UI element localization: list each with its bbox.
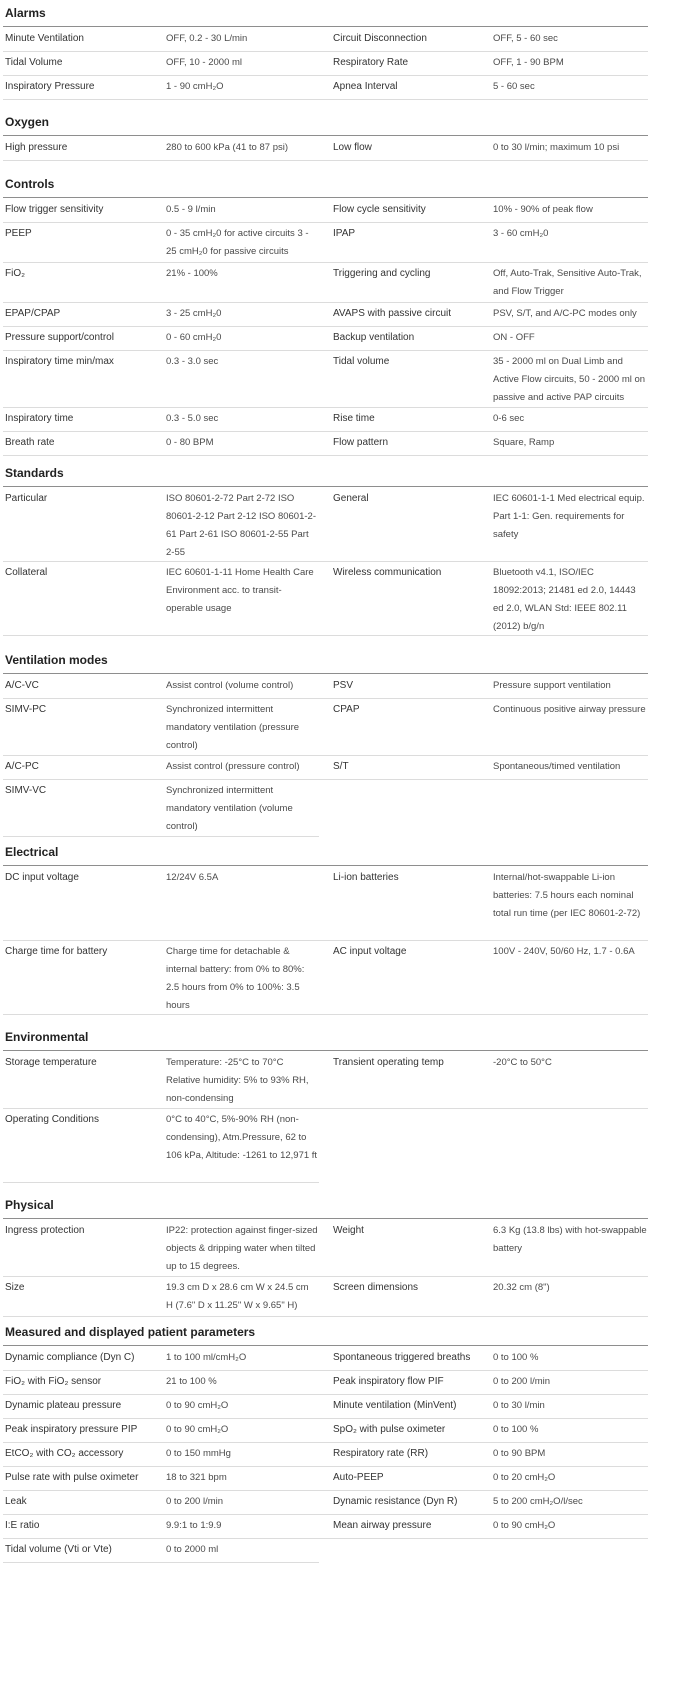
spec-label: Particular [5, 493, 48, 504]
spec-value: 1 to 100 ml/cmH₂O [166, 1352, 247, 1363]
spec-value: 12/24V 6.5A [166, 872, 219, 883]
spec-value: Synchronized intermittent mandatory ventilation (pressure control) [166, 704, 300, 751]
row-divider [3, 431, 648, 432]
spec-value: Charge time for detachable & internal battery: from 0% to 80%: 2.5 hours from 0% to 100%: 3.5 hours [166, 946, 305, 1011]
spec-value: 0 to 100 % [493, 1424, 539, 1435]
spec-label: Transient operating temp [333, 1057, 444, 1068]
spec-row [3, 329, 648, 351]
spec-value: 0.5 - 9 l/min [166, 204, 216, 215]
spec-label: Apnea Interval [333, 81, 398, 92]
spec-value: -20°C to 50°C [493, 1057, 552, 1068]
spec-row [3, 869, 648, 941]
row-divider [3, 940, 648, 941]
spec-label: High pressure [5, 142, 68, 153]
spec-label: Inspiratory time min/max [5, 356, 114, 367]
spec-value: IEC 60601-1-1 Med electrical equip. Part 1-1: Gen. requirements for safety [493, 493, 645, 540]
spec-label: FiO₂ with FiO₂ sensor [5, 1376, 102, 1387]
spec-label: Dynamic resistance (Dyn R) [333, 1496, 458, 1507]
spec-label: Leak [5, 1496, 27, 1507]
spec-row [3, 353, 648, 408]
spec-row [3, 1493, 648, 1515]
spec-label: Spontaneous triggered breaths [333, 1352, 471, 1363]
spec-value: IEC 60601-1-11 Home Health Care Environment acc. to transit-operable usage [166, 567, 314, 614]
spec-value: 9.9:1 to 1:9.9 [166, 1520, 222, 1531]
spec-value: Continuous positive airway pressure [493, 704, 646, 715]
spec-value: 0 to 90 BPM [493, 1448, 546, 1459]
spec-value: 0 to 30 l/min [493, 1400, 545, 1411]
spec-value: OFF, 5 - 60 sec [493, 33, 558, 44]
section-title: Electrical [5, 845, 59, 859]
spec-row [3, 1349, 648, 1371]
spec-label: Storage temperature [5, 1057, 97, 1068]
spec-value: 0 - 35 cmH₂0 for active circuits 3 - 25 cmH₂0 for passive circuits [166, 228, 309, 257]
row-divider [3, 160, 648, 161]
spec-label: Wireless communication [333, 567, 442, 578]
row-divider [3, 302, 648, 303]
spec-value: 0 to 20 cmH₂O [493, 1472, 556, 1483]
spec-row [3, 490, 648, 562]
spec-label: EPAP/CPAP [5, 308, 61, 319]
spec-value: 10% - 90% of peak flow [493, 204, 593, 215]
spec-label: Respiratory Rate [333, 57, 409, 68]
row-divider [3, 1562, 319, 1563]
spec-row [3, 305, 648, 327]
section-divider [3, 865, 648, 866]
section-divider [3, 486, 648, 487]
row-divider [3, 455, 648, 456]
spec-value: 1 - 90 cmH₂O [166, 81, 224, 92]
spec-row [3, 1279, 648, 1317]
spec-label: Dynamic plateau pressure [5, 1400, 122, 1411]
spec-value: 5 - 60 sec [493, 81, 535, 92]
row-divider [3, 1442, 648, 1443]
spec-value: Synchronized intermittent mandatory ventilation (volume control) [166, 785, 293, 832]
spec-value: 5 to 200 cmH₂O/l/sec [493, 1496, 583, 1507]
spec-label: PSV [333, 680, 354, 691]
spec-label: DC input voltage [5, 872, 79, 883]
row-divider [3, 1014, 648, 1015]
spec-value: 0 to 150 mmHg [166, 1448, 231, 1459]
spec-label: Screen dimensions [333, 1282, 419, 1293]
spec-value: 100V - 240V, 50/60 Hz, 1.7 - 0.6A [493, 946, 635, 957]
spec-row [3, 1541, 648, 1563]
section-divider [3, 26, 648, 27]
row-divider [3, 779, 648, 780]
section-title: Controls [5, 177, 55, 191]
spec-label: Minute ventilation (MinVent) [333, 1400, 457, 1411]
section-divider [3, 135, 648, 136]
spec-row [3, 1373, 648, 1395]
spec-label: Rise time [333, 413, 375, 424]
spec-label: General [333, 493, 369, 504]
spec-label: A/C-PC [5, 761, 39, 772]
row-divider [3, 222, 648, 223]
spec-value: 0 to 90 cmH₂O [166, 1400, 229, 1411]
spec-label: Ingress protection [5, 1225, 85, 1236]
spec-label: Flow trigger sensitivity [5, 204, 104, 215]
spec-label: IPAP [333, 228, 356, 239]
spec-row [3, 943, 648, 1015]
spec-label: Li-ion batteries [333, 872, 399, 883]
section-title: Standards [5, 466, 64, 480]
spec-value: 0 to 100 % [493, 1352, 539, 1363]
spec-row [3, 434, 648, 456]
spec-label: SIMV-PC [5, 704, 47, 715]
section-title: Alarms [5, 6, 46, 20]
spec-label: AC input voltage [333, 946, 407, 957]
section-divider [3, 1050, 648, 1051]
spec-value: 20.32 cm (8") [493, 1282, 550, 1293]
spec-value: 0 to 200 l/min [166, 1496, 224, 1507]
spec-value: 0 - 80 BPM [166, 437, 214, 448]
spec-label: Tidal volume (Vti or Vte) [5, 1544, 112, 1555]
row-divider [3, 635, 648, 636]
spec-row [3, 782, 648, 837]
spec-row [3, 78, 648, 100]
spec-label: Peak inspiratory flow PIF [333, 1376, 444, 1387]
spec-row [3, 225, 648, 263]
spec-row [3, 1222, 648, 1277]
spec-value: Assist control (pressure control) [166, 761, 300, 772]
spec-value: OFF, 10 - 2000 ml [166, 57, 243, 68]
spec-label: Tidal Volume [5, 57, 63, 68]
spec-value: OFF, 1 - 90 BPM [493, 57, 564, 68]
spec-label: SIMV-VC [5, 785, 47, 796]
row-divider [3, 1316, 648, 1317]
spec-value: 0 to 90 cmH₂O [166, 1424, 229, 1435]
spec-value: Internal/hot-swappable Li-ion batteries: 7.5 hours each nominal total run time (per IEC 80601-2-72) [493, 872, 641, 919]
spec-value: Square, Ramp [493, 437, 555, 448]
spec-label: Mean airway pressure [333, 1520, 432, 1531]
section-title: Measured and displayed patient parameters [5, 1325, 256, 1339]
spec-label: PEEP [5, 228, 32, 239]
spec-value: 0.3 - 3.0 sec [166, 356, 219, 367]
spec-row [3, 410, 648, 432]
spec-label: Operating Conditions [5, 1114, 99, 1125]
spec-value: Off, Auto-Trak, Sensitive Auto-Trak, and Flow Trigger [493, 268, 642, 297]
row-divider [3, 350, 648, 351]
spec-row [3, 1517, 648, 1539]
spec-value: 0 to 30 l/min; maximum 10 psi [493, 142, 620, 153]
spec-value: OFF, 0.2 - 30 L/min [166, 33, 248, 44]
row-divider [3, 51, 648, 52]
spec-label: Minute Ventilation [5, 33, 84, 44]
spec-row [3, 1111, 648, 1183]
spec-value: 21% - 100% [166, 268, 218, 279]
spec-value: 19.3 cm D x 28.6 cm W x 24.5 cm H (7.6" D x 11.25" W x 9.65" H) [166, 1282, 309, 1311]
spec-row [3, 265, 648, 303]
row-divider [3, 836, 319, 837]
spec-label: I:E ratio [5, 1520, 40, 1531]
row-divider [3, 1466, 648, 1467]
row-divider [3, 262, 648, 263]
row-divider [3, 1418, 648, 1419]
spec-label: Size [5, 1282, 25, 1293]
spec-row [3, 758, 648, 780]
row-divider [3, 561, 648, 562]
section-title: Environmental [5, 1030, 89, 1044]
row-divider [3, 1514, 648, 1515]
spec-value: 0 to 200 l/min [493, 1376, 551, 1387]
spec-value: 21 to 100 % [166, 1376, 217, 1387]
row-divider [3, 407, 648, 408]
spec-label: A/C-VC [5, 680, 39, 691]
spec-value: 280 to 600 kPa (41 to 87 psi) [166, 142, 288, 153]
spec-label: Respiratory rate (RR) [333, 1448, 429, 1459]
row-divider [3, 99, 648, 100]
spec-value: 35 - 2000 ml on Dual Limb and Active Flow circuits, 50 - 2000 ml on passive and active PAP circuits [493, 356, 646, 403]
spec-label: Flow cycle sensitivity [333, 204, 426, 215]
section-title: Physical [5, 1198, 54, 1212]
spec-label: FiO₂ [5, 268, 25, 279]
spec-value: 0 to 2000 ml [166, 1544, 219, 1555]
spec-label: Charge time for battery [5, 946, 108, 957]
spec-value: Bluetooth v4.1, ISO/IEC 18092:2013; 21481 ed 2.0, 14443 ed 2.0, WLAN Std: IEEE 802.11 (2012) b/g/n [493, 567, 636, 632]
spec-value: 18 to 321 bpm [166, 1472, 227, 1483]
spec-row [3, 677, 648, 699]
spec-row [3, 139, 648, 161]
spec-row [3, 201, 648, 223]
spec-value: Assist control (volume control) [166, 680, 294, 691]
spec-label: Circuit Disconnection [333, 33, 427, 44]
spec-value: 0°C to 40°C, 5%-90% RH (non-condensing), Atm.Pressure, 62 to 106 kPa, Altitude: -1261 to 12,971 ft [166, 1114, 318, 1161]
spec-label: SpO₂ with pulse oximeter [333, 1424, 446, 1435]
spec-label: Breath rate [5, 437, 55, 448]
spec-value: 3 - 25 cmH₂0 [166, 308, 222, 319]
spec-value: 0-6 sec [493, 413, 525, 424]
spec-value: 0.3 - 5.0 sec [166, 413, 219, 424]
row-divider [3, 1490, 648, 1491]
spec-value: IP22: protection against finger-sized objects & dripping water when tilted up to 15 degrees. [166, 1225, 318, 1272]
spec-row [3, 564, 648, 636]
spec-label: Pressure support/control [5, 332, 114, 343]
row-divider [3, 755, 648, 756]
spec-label: Tidal volume [333, 356, 390, 367]
spec-value: ON - OFF [493, 332, 535, 343]
spec-label: S/T [333, 761, 349, 772]
spec-label: CPAP [333, 704, 360, 715]
spec-row [3, 1445, 648, 1467]
spec-row [3, 701, 648, 756]
spec-label: Peak inspiratory pressure PIP [5, 1424, 138, 1435]
row-divider [3, 75, 648, 76]
row-divider [3, 1182, 319, 1183]
spec-label: Triggering and cycling [333, 268, 431, 279]
spec-value: Pressure support ventilation [493, 680, 611, 691]
section-divider [3, 673, 648, 674]
row-divider [3, 1108, 648, 1109]
spec-value: 0 - 60 cmH₂0 [166, 332, 222, 343]
section-divider [3, 1218, 648, 1219]
row-divider [3, 1538, 648, 1539]
spec-label: Backup ventilation [333, 332, 415, 343]
spec-label: AVAPS with passive circuit [333, 308, 452, 319]
spec-label: Low flow [333, 142, 372, 153]
section-title: Ventilation modes [5, 653, 108, 667]
spec-label: EtCO₂ with CO₂ accessory [5, 1448, 124, 1459]
spec-label: Auto-PEEP [333, 1472, 384, 1483]
spec-row [3, 1421, 648, 1443]
row-divider [3, 1394, 648, 1395]
spec-label: Inspiratory time [5, 413, 74, 424]
spec-value: 3 - 60 cmH₂0 [493, 228, 549, 239]
section-title: Oxygen [5, 115, 50, 129]
spec-value: 0 to 90 cmH₂O [493, 1520, 556, 1531]
row-divider [3, 698, 648, 699]
spec-row [3, 1054, 648, 1109]
spec-label: Flow pattern [333, 437, 389, 448]
spec-value: PSV, S/T, and A/C-PC modes only [493, 308, 637, 319]
row-divider [3, 326, 648, 327]
row-divider [3, 1276, 648, 1277]
spec-row [3, 1469, 648, 1491]
spec-value: Spontaneous/timed ventilation [493, 761, 621, 772]
spec-label: Pulse rate with pulse oximeter [5, 1472, 139, 1483]
spec-label: Weight [333, 1225, 364, 1236]
section-divider [3, 197, 648, 198]
spec-label: Dynamic compliance (Dyn C) [5, 1352, 135, 1363]
spec-row [3, 1397, 648, 1419]
section-divider [3, 1345, 648, 1346]
spec-label: Inspiratory Pressure [5, 81, 95, 92]
row-divider [3, 1370, 648, 1371]
spec-value: 6.3 Kg (13.8 lbs) with hot-swappable battery [493, 1225, 647, 1254]
spec-label: Collateral [5, 567, 48, 578]
spec-value: ISO 80601-2-72 Part 2-72 ISO 80601-2-12 Part 2-12 ISO 80601-2-61 Part 2-61 ISO 80601-2-55 Part 2-55 [166, 493, 316, 558]
spec-row [3, 30, 648, 52]
spec-value: Temperature: -25°C to 70°C Relative humidity: 5% to 93% RH, non-condensing [166, 1057, 309, 1104]
spec-row [3, 54, 648, 76]
